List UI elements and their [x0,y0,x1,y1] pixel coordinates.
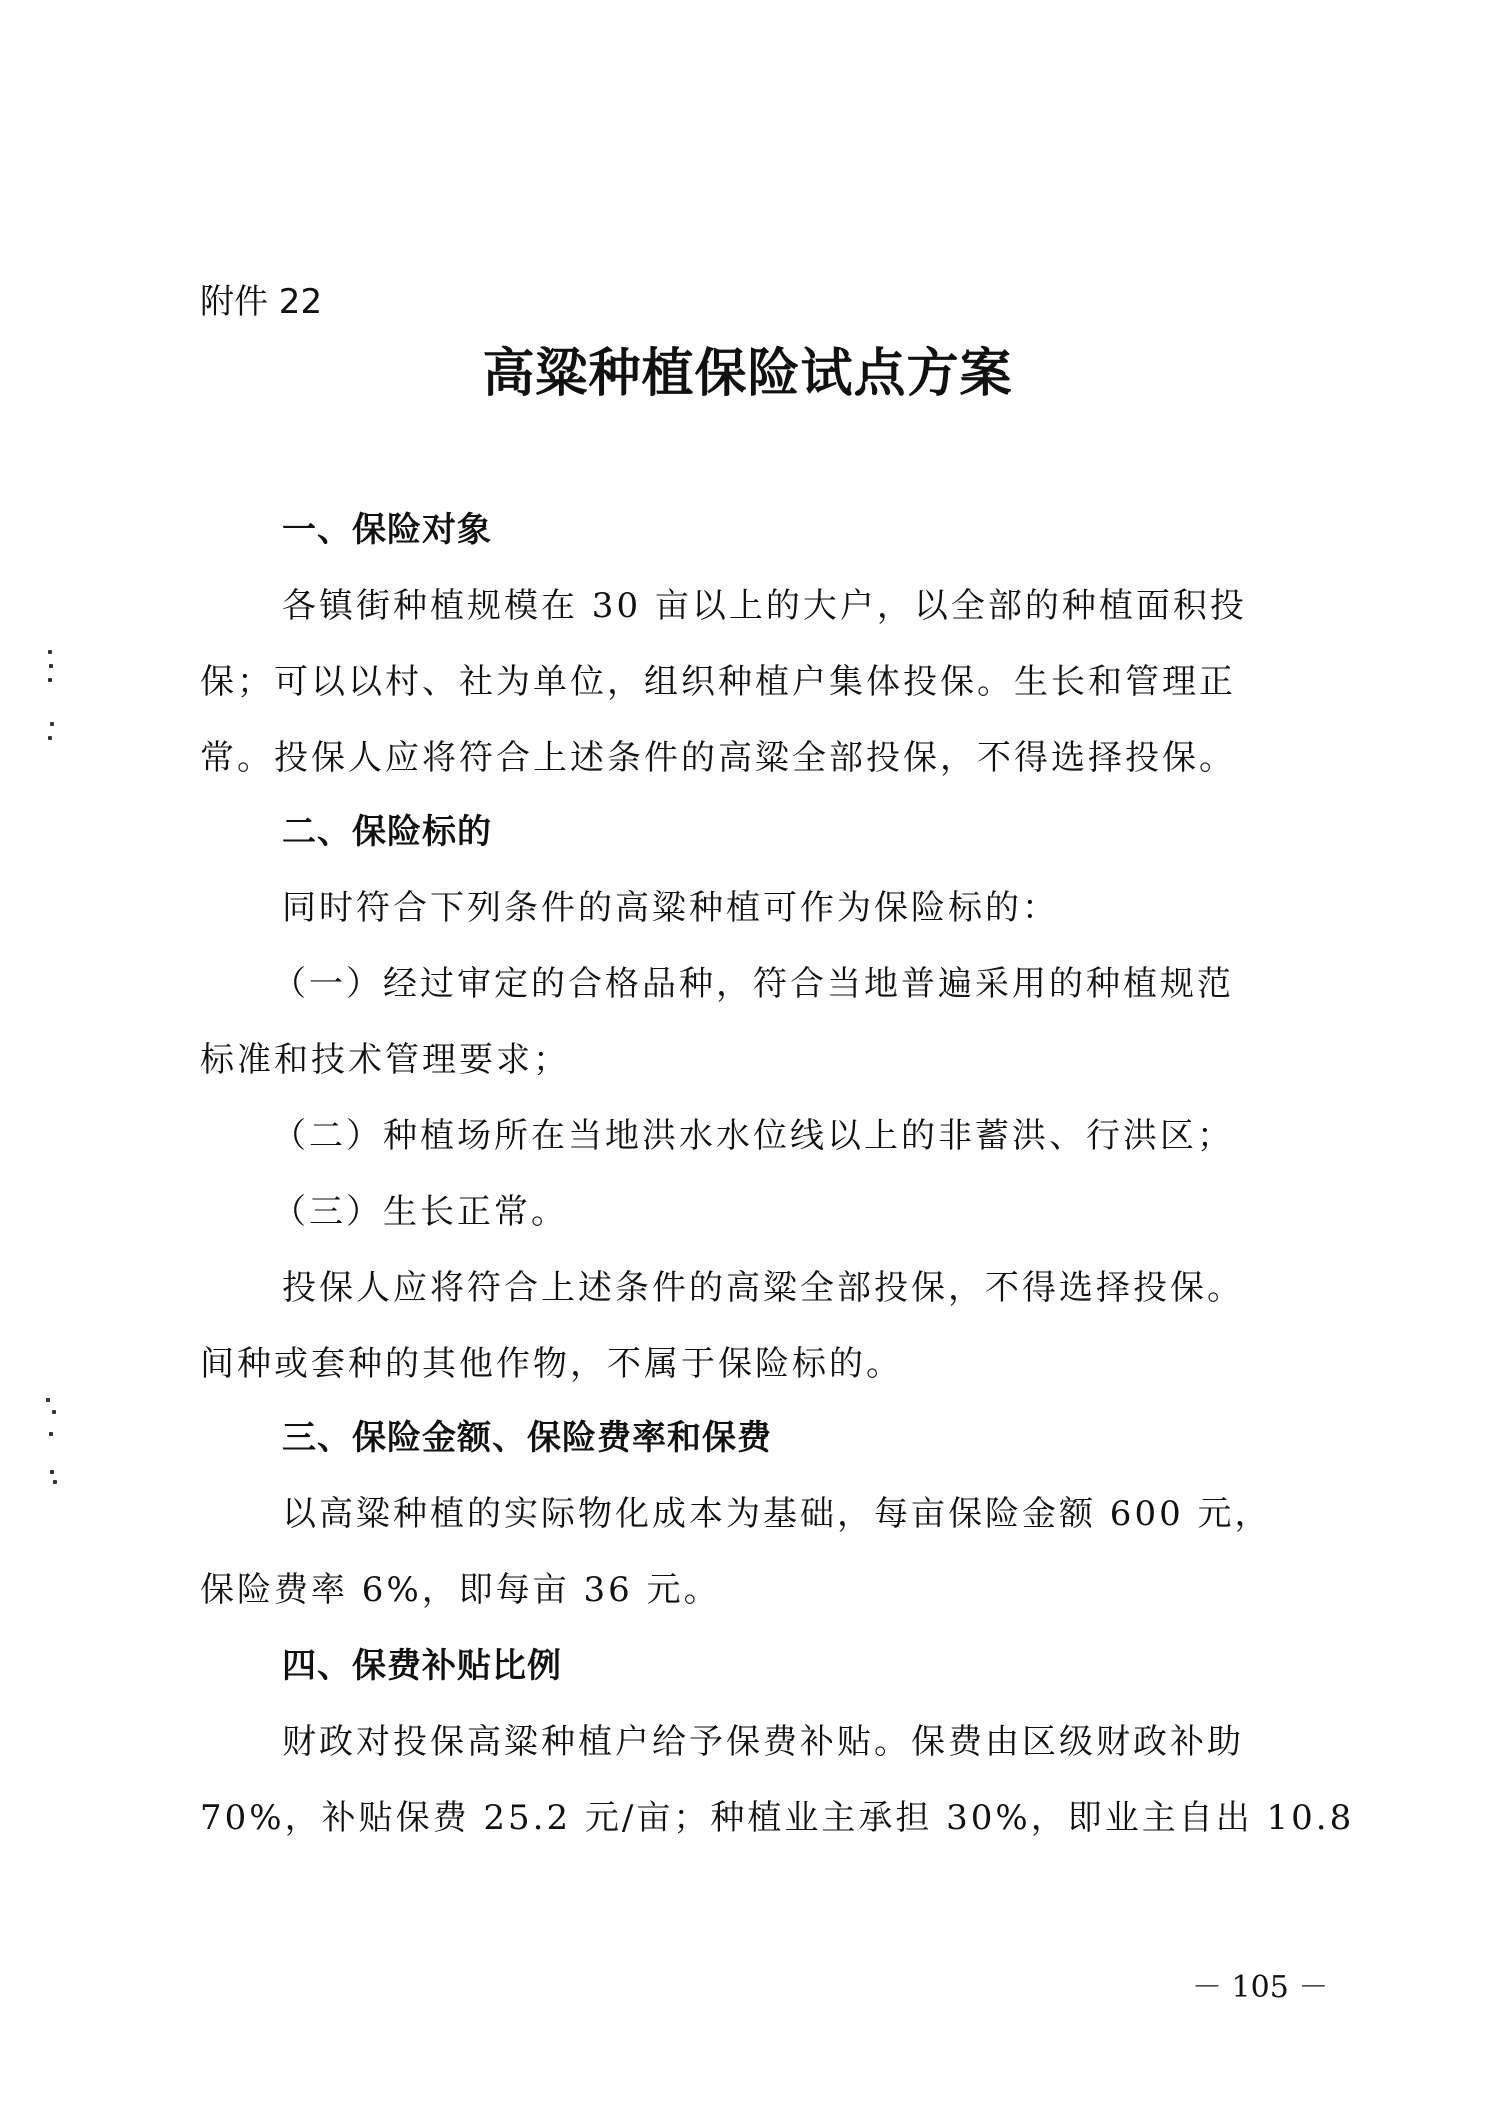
scan-artifacts [40,0,70,2112]
paragraph-line: 投保人应将符合上述条件的高粱全部投保，不得选择投保。 [282,1268,1244,1308]
paragraph-line: 间种或套种的其他作物，不属于保险标的。 [200,1344,903,1384]
list-item: （二）种植场所在当地洪水水位线以上的非蓄洪、行洪区； [272,1116,1234,1156]
paragraph-line: 保；可以以村、社为单位，组织种植户集体投保。生长和管理正 [200,662,1236,702]
attachment-label: 附件 22 [200,282,323,322]
paragraph-line: 同时符合下列条件的高粱种植可作为保险标的： [282,888,1059,928]
section-heading-4: 四、保费补贴比例 [282,1646,562,1686]
section-heading-2: 二、保险标的 [282,812,492,852]
paragraph-line: 保险费率 6%，即每亩 36 元。 [200,1570,721,1610]
paragraph-line: 以高粱种植的实际物化成本为基础，每亩保险金额 600 元， [282,1494,1272,1534]
document-title: 高粱种植保险试点方案 [482,343,1013,404]
list-item: （一）经过审定的合格品种，符合当地普遍采用的种植规范 [272,964,1234,1004]
paragraph-line: 70%，补贴保费 25.2 元/亩；种植业主承担 30%，即业主自出 10.8 [200,1798,1355,1838]
list-item: （三）生长正常。 [272,1192,568,1232]
section-heading-1: 一、保险对象 [282,510,492,550]
paragraph-line: 各镇街种植规模在 30 亩以上的大户，以全部的种植面积投 [282,586,1247,626]
paragraph-line: 标准和技术管理要求； [200,1040,570,1080]
section-heading-3: 三、保险金额、保险费率和保费 [282,1418,772,1458]
paragraph-line: 常。投保人应将符合上述条件的高粱全部投保，不得选择投保。 [200,738,1236,778]
page-number: － 105 － [1192,1970,1329,2005]
paragraph-line: 财政对投保高粱种植户给予保费补贴。保费由区级财政补助 [282,1722,1244,1762]
